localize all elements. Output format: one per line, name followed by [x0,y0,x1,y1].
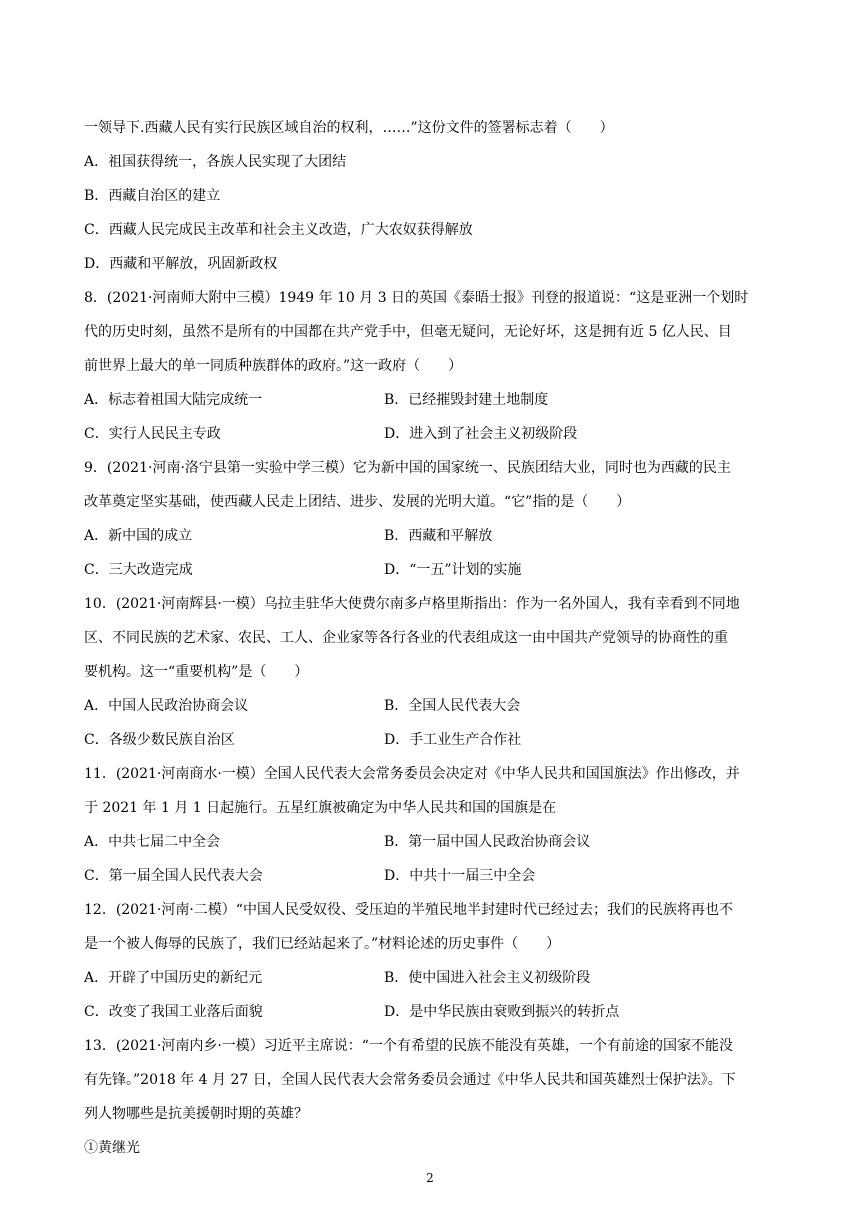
q7-stem-tail: 一领导下.西藏人民有实行民族区域自治的权利，……”这份文件的签署标志着（ ） [84,120,614,136]
q13-item-1: ①黄继光 [84,1140,140,1156]
q10-stem-line-3: 要机构。这一“重要机构”是（ ） [84,664,309,680]
q9-option-c: C．三大改造完成 [84,562,193,578]
q12-option-c: C．改变了我国工业落后面貌 [84,1004,263,1020]
q13-stem-line-1: 13．(2021·河南内乡·一模）习近平主席说：“一个有希望的民族不能没有英雄，一个有前途的国家不能没 [84,1038,733,1054]
q8-option-a: A．标志着祖国大陆完成统一 [84,392,263,408]
q7-option-a: A．祖国获得统一，各族人民实现了大团结 [84,154,347,170]
q8-option-c: C．实行人民民主专政 [84,426,221,442]
q10-option-b: B．全国人民代表大会 [384,698,521,714]
q7-option-c: C．西藏人民完成民主改革和社会主义改造，广大农奴获得解放 [84,222,473,238]
q8-option-b: B．已经摧毁封建土地制度 [384,392,549,408]
q10-stem-line-1: 10．(2021·河南辉县·一模）乌拉圭驻华大使费尔南多卢格里斯指出：作为一名外国人，我有幸看到不同地 [84,596,740,612]
q12-stem-line-1: 12．(2021·河南·二模）“中国人民受奴役、受压迫的半殖民地半封建时代已经过去；我们的民族将再也不 [84,902,733,918]
q10-option-c: C．各级少数民族自治区 [84,732,235,748]
q7-option-b: B．西藏自治区的建立 [84,188,221,204]
q11-stem-line-2: 于 2021 年 1 月 1 日起施行。五星红旗被确定为中华人民共和国的国旗是在 [84,800,557,816]
q9-option-d: D．“一五”计划的实施 [384,562,522,578]
q10-option-a: A．中国人民政治协商会议 [84,698,249,714]
q12-stem-line-2: 是一个被人侮辱的民族了，我们已经站起来了。”材料论述的历史事件（ ） [84,936,561,952]
q8-stem-line-2: 代的历史时刻，虽然不是所有的中国都在共产党手中，但毫无疑问，无论好坏，这是拥有近 5 亿人民、目 [84,324,732,340]
q11-option-d: D．中共十一届三中全会 [384,868,536,884]
q8-stem-line-1: 8．(2021·河南师大附中三模）1949 年 10 月 3 日的英国《泰晤士报》刊登的报道说：“这是亚洲一个划时 [84,290,749,306]
q12-option-b: B．使中国进入社会主义初级阶段 [384,970,591,986]
q11-option-b: B．第一届中国人民政治协商会议 [384,834,591,850]
q8-option-d: D．进入到了社会主义初级阶段 [384,426,578,442]
q11-stem-line-1: 11．(2021·河南商水·一模）全国人民代表大会常务委员会决定对《中华人民共和国国旗法》作出修改，并 [84,766,740,782]
q10-stem-line-2: 区、不同民族的艺术家、农民、工人、企业家等各行各业的代表组成这一由中国共产党领导的协商性的重 [84,630,728,646]
page-number: 2 [426,1171,434,1185]
q13-stem-line-2: 有先锋。”2018 年 4 月 27 日，全国人民代表大会常务委员会通过《中华人民共和国英雄烈士保护法》。下 [84,1072,736,1088]
q9-stem-line-2: 改革奠定坚实基础，使西藏人民走上团结、进步、发展的光明大道。“它”指的是（ ） [84,494,631,510]
q12-option-d: D．是中华民族由衰败到振兴的转折点 [384,1004,620,1020]
q12-option-a: A．开辟了中国历史的新纪元 [84,970,263,986]
q9-option-a: A．新中国的成立 [84,528,193,544]
q8-stem-line-3: 前世界上最大的单一同质种族群体的政府。”这一政府（ ） [84,358,463,374]
q13-stem-line-3: 列人物哪些是抗美援朝时期的英雄？ [84,1106,308,1122]
q11-option-c: C．第一届全国人民代表大会 [84,868,263,884]
q7-option-d: D．西藏和平解放，巩固新政权 [84,256,278,272]
q11-option-a: A．中共七届二中全会 [84,834,221,850]
q9-option-b: B．西藏和平解放 [384,528,493,544]
q10-option-d: D．手工业生产合作社 [384,732,522,748]
q9-stem-line-1: 9．(2021·河南·洛宁县第一实验中学三模）它为新中国的国家统一、民族团结大业，同时也为西藏的民主 [84,460,731,476]
